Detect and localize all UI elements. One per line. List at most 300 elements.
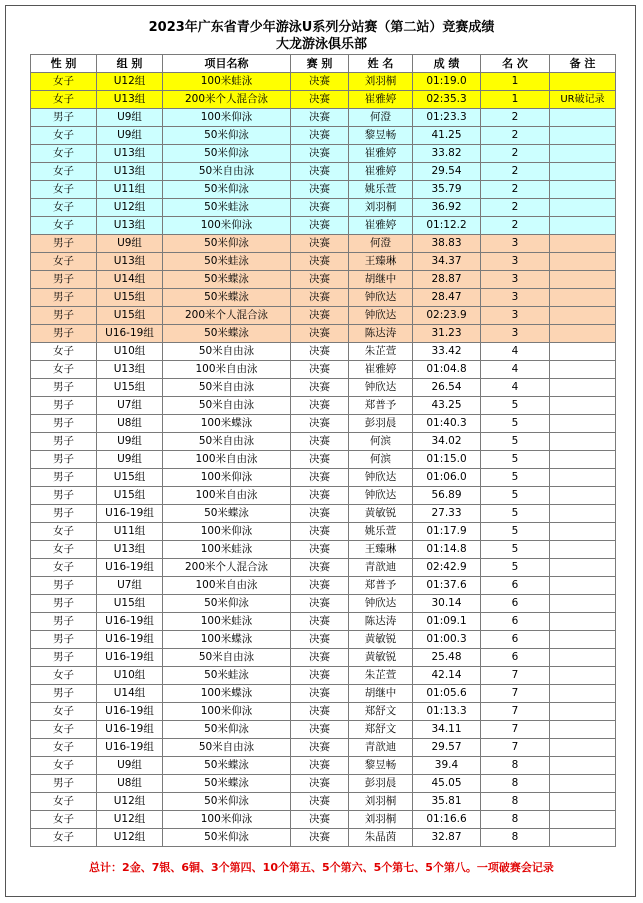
cell-gender: 女子 — [31, 163, 97, 181]
cell-group: U9组 — [97, 433, 163, 451]
cell-rank: 6 — [481, 595, 550, 613]
cell-event: 100米仰泳 — [163, 811, 291, 829]
table-row — [31, 253, 616, 271]
cell-gender: 男子 — [31, 379, 97, 397]
cell-round: 决赛 — [291, 595, 349, 613]
cell-name: 钟欣达 — [349, 469, 413, 487]
cell-rank: 6 — [481, 649, 550, 667]
cell-gender: 男子 — [31, 469, 97, 487]
table-row — [31, 451, 616, 469]
cell-rank: 2 — [481, 145, 550, 163]
table-row — [31, 667, 616, 685]
table-row — [31, 739, 616, 757]
cell-group: U16-19组 — [97, 505, 163, 523]
cell-group: U13组 — [97, 145, 163, 163]
cell-note: UR破记录 — [550, 91, 616, 109]
cell-note — [550, 145, 616, 163]
cell-round: 决赛 — [291, 541, 349, 559]
cell-note — [550, 397, 616, 415]
table-row — [31, 415, 616, 433]
cell-round: 决赛 — [291, 811, 349, 829]
table-row — [31, 73, 616, 91]
table-row — [31, 757, 616, 775]
cell-rank: 4 — [481, 343, 550, 361]
cell-group: U12组 — [97, 199, 163, 217]
cell-event: 50米自由泳 — [163, 739, 291, 757]
cell-name: 青歆迪 — [349, 559, 413, 577]
cell-note — [550, 289, 616, 307]
cell-note — [550, 451, 616, 469]
cell-name: 何滨 — [349, 451, 413, 469]
cell-result: 25.48 — [413, 649, 481, 667]
cell-name: 刘羽桐 — [349, 199, 413, 217]
cell-name: 何澄 — [349, 235, 413, 253]
cell-result: 35.79 — [413, 181, 481, 199]
cell-gender: 男子 — [31, 109, 97, 127]
cell-name: 陈达涛 — [349, 613, 413, 631]
cell-name: 彭羽晨 — [349, 415, 413, 433]
cell-gender: 男子 — [31, 649, 97, 667]
cell-name: 钟欣达 — [349, 487, 413, 505]
cell-gender: 男子 — [31, 271, 97, 289]
cell-rank: 2 — [481, 109, 550, 127]
table-row — [31, 163, 616, 181]
cell-rank: 2 — [481, 181, 550, 199]
cell-rank: 5 — [481, 415, 550, 433]
results-table — [30, 54, 616, 847]
cell-round: 决赛 — [291, 73, 349, 91]
cell-name: 郑普予 — [349, 397, 413, 415]
cell-round: 决赛 — [291, 469, 349, 487]
table-row — [31, 595, 616, 613]
cell-group: U16-19组 — [97, 631, 163, 649]
medal-summary: 总计：2金、7银、6铜、3个第四、10个第五、5个第六、5个第七、5个第八。一项破赛会记录 — [89, 861, 554, 874]
cell-rank: 3 — [481, 325, 550, 343]
cell-result: 01:13.3 — [413, 703, 481, 721]
cell-note — [550, 235, 616, 253]
cell-round: 决赛 — [291, 253, 349, 271]
cell-round: 决赛 — [291, 397, 349, 415]
cell-result: 34.02 — [413, 433, 481, 451]
header-group: 组 别 — [97, 55, 163, 73]
cell-rank: 2 — [481, 127, 550, 145]
cell-gender: 女子 — [31, 145, 97, 163]
cell-event: 100米蝶泳 — [163, 631, 291, 649]
table-row — [31, 235, 616, 253]
cell-gender: 女子 — [31, 217, 97, 235]
cell-group: U10组 — [97, 667, 163, 685]
cell-result: 35.81 — [413, 793, 481, 811]
cell-result: 32.87 — [413, 829, 481, 847]
cell-name: 刘羽桐 — [349, 793, 413, 811]
cell-note — [550, 577, 616, 595]
cell-group: U15组 — [97, 487, 163, 505]
table-row — [31, 523, 616, 541]
table-row — [31, 505, 616, 523]
cell-note — [550, 361, 616, 379]
table-row — [31, 361, 616, 379]
header-rank: 名 次 — [481, 55, 550, 73]
cell-group: U7组 — [97, 397, 163, 415]
cell-event: 50米仰泳 — [163, 145, 291, 163]
cell-group: U9组 — [97, 109, 163, 127]
cell-name: 郑普予 — [349, 577, 413, 595]
cell-name: 何滨 — [349, 433, 413, 451]
cell-group: U15组 — [97, 595, 163, 613]
cell-round: 决赛 — [291, 739, 349, 757]
cell-event: 50米蛙泳 — [163, 667, 291, 685]
cell-round: 决赛 — [291, 793, 349, 811]
cell-rank: 3 — [481, 307, 550, 325]
table-row — [31, 379, 616, 397]
cell-rank: 5 — [481, 469, 550, 487]
cell-result: 27.33 — [413, 505, 481, 523]
cell-name: 黄敏锐 — [349, 505, 413, 523]
cell-note — [550, 163, 616, 181]
cell-note — [550, 523, 616, 541]
cell-result: 01:16.6 — [413, 811, 481, 829]
cell-event: 50米自由泳 — [163, 649, 291, 667]
cell-group: U9组 — [97, 127, 163, 145]
cell-name: 黄敏锐 — [349, 649, 413, 667]
cell-round: 决赛 — [291, 559, 349, 577]
cell-gender: 女子 — [31, 667, 97, 685]
cell-note — [550, 109, 616, 127]
cell-round: 决赛 — [291, 91, 349, 109]
table-row — [31, 343, 616, 361]
cell-gender: 女子 — [31, 793, 97, 811]
table-row — [31, 613, 616, 631]
cell-rank: 6 — [481, 613, 550, 631]
cell-note — [550, 307, 616, 325]
cell-gender: 女子 — [31, 361, 97, 379]
cell-name: 黄敏锐 — [349, 631, 413, 649]
table-row — [31, 793, 616, 811]
cell-result: 01:17.9 — [413, 523, 481, 541]
table-row — [31, 829, 616, 847]
cell-result: 31.23 — [413, 325, 481, 343]
cell-result: 01:05.6 — [413, 685, 481, 703]
cell-rank: 2 — [481, 199, 550, 217]
cell-result: 28.87 — [413, 271, 481, 289]
cell-event: 50米蛙泳 — [163, 253, 291, 271]
cell-name: 青歆迪 — [349, 739, 413, 757]
cell-round: 决赛 — [291, 523, 349, 541]
cell-rank: 3 — [481, 253, 550, 271]
cell-event: 100米仰泳 — [163, 523, 291, 541]
cell-gender: 女子 — [31, 523, 97, 541]
cell-group: U16-19组 — [97, 721, 163, 739]
cell-event: 50米仰泳 — [163, 829, 291, 847]
cell-rank: 5 — [481, 541, 550, 559]
cell-result: 36.92 — [413, 199, 481, 217]
cell-gender: 男子 — [31, 307, 97, 325]
cell-name: 崔雅婷 — [349, 217, 413, 235]
cell-event: 50米蝶泳 — [163, 775, 291, 793]
cell-group: U13组 — [97, 253, 163, 271]
cell-event: 100米自由泳 — [163, 361, 291, 379]
cell-note — [550, 127, 616, 145]
table-body — [31, 73, 616, 847]
cell-rank: 7 — [481, 685, 550, 703]
cell-result: 33.82 — [413, 145, 481, 163]
cell-name: 钟欣达 — [349, 379, 413, 397]
cell-gender: 女子 — [31, 541, 97, 559]
cell-note — [550, 631, 616, 649]
cell-rank: 7 — [481, 667, 550, 685]
cell-round: 决赛 — [291, 289, 349, 307]
cell-rank: 8 — [481, 829, 550, 847]
table-row — [31, 487, 616, 505]
cell-gender: 男子 — [31, 325, 97, 343]
cell-gender: 女子 — [31, 757, 97, 775]
cell-note — [550, 595, 616, 613]
cell-group: U15组 — [97, 379, 163, 397]
cell-event: 50米蝶泳 — [163, 757, 291, 775]
cell-group: U12组 — [97, 73, 163, 91]
cell-gender: 女子 — [31, 559, 97, 577]
cell-result: 01:00.3 — [413, 631, 481, 649]
cell-name: 胡继中 — [349, 271, 413, 289]
cell-gender: 女子 — [31, 253, 97, 271]
cell-note — [550, 469, 616, 487]
cell-group: U15组 — [97, 307, 163, 325]
cell-result: 34.11 — [413, 721, 481, 739]
cell-name: 崔雅婷 — [349, 361, 413, 379]
cell-group: U12组 — [97, 811, 163, 829]
cell-event: 50米蝶泳 — [163, 505, 291, 523]
cell-group: U9组 — [97, 757, 163, 775]
cell-result: 34.37 — [413, 253, 481, 271]
cell-group: U13组 — [97, 217, 163, 235]
cell-rank: 3 — [481, 235, 550, 253]
table-row — [31, 181, 616, 199]
cell-result: 28.47 — [413, 289, 481, 307]
cell-name: 黎昱畅 — [349, 127, 413, 145]
cell-group: U13组 — [97, 541, 163, 559]
cell-group: U11组 — [97, 523, 163, 541]
table-row — [31, 145, 616, 163]
cell-event: 100米蝶泳 — [163, 415, 291, 433]
cell-event: 50米仰泳 — [163, 235, 291, 253]
table-row — [31, 109, 616, 127]
cell-name: 崔雅婷 — [349, 163, 413, 181]
cell-rank: 8 — [481, 793, 550, 811]
cell-rank: 1 — [481, 91, 550, 109]
cell-name: 刘羽桐 — [349, 73, 413, 91]
cell-rank: 7 — [481, 703, 550, 721]
cell-gender: 男子 — [31, 487, 97, 505]
cell-result: 56.89 — [413, 487, 481, 505]
cell-round: 决赛 — [291, 649, 349, 667]
cell-event: 50米自由泳 — [163, 343, 291, 361]
cell-name: 郑舒文 — [349, 721, 413, 739]
cell-name: 刘羽桐 — [349, 811, 413, 829]
cell-rank: 3 — [481, 271, 550, 289]
cell-note — [550, 739, 616, 757]
cell-result: 01:04.8 — [413, 361, 481, 379]
cell-result: 29.54 — [413, 163, 481, 181]
cell-note — [550, 685, 616, 703]
cell-gender: 女子 — [31, 721, 97, 739]
table-row — [31, 91, 616, 109]
cell-name: 钟欣达 — [349, 595, 413, 613]
cell-event: 50米蝶泳 — [163, 271, 291, 289]
cell-rank: 5 — [481, 433, 550, 451]
cell-result: 01:23.3 — [413, 109, 481, 127]
cell-rank: 8 — [481, 811, 550, 829]
table-row — [31, 199, 616, 217]
cell-note — [550, 793, 616, 811]
cell-group: U9组 — [97, 235, 163, 253]
table-row — [31, 811, 616, 829]
cell-event: 50米仰泳 — [163, 793, 291, 811]
cell-event: 50米自由泳 — [163, 433, 291, 451]
cell-event: 100米蛙泳 — [163, 541, 291, 559]
cell-note — [550, 829, 616, 847]
cell-result: 30.14 — [413, 595, 481, 613]
cell-name: 郑舒文 — [349, 703, 413, 721]
header-name: 姓 名 — [349, 55, 413, 73]
cell-note — [550, 775, 616, 793]
cell-name: 姚乐萱 — [349, 181, 413, 199]
cell-rank: 3 — [481, 289, 550, 307]
cell-event: 50米仰泳 — [163, 595, 291, 613]
cell-event: 100米蛙泳 — [163, 73, 291, 91]
header-note: 备 注 — [550, 55, 616, 73]
cell-round: 决赛 — [291, 109, 349, 127]
cell-result: 26.54 — [413, 379, 481, 397]
cell-round: 决赛 — [291, 433, 349, 451]
cell-result: 01:37.6 — [413, 577, 481, 595]
cell-round: 决赛 — [291, 307, 349, 325]
cell-group: U12组 — [97, 829, 163, 847]
cell-event: 200米个人混合泳 — [163, 91, 291, 109]
table-row — [31, 631, 616, 649]
cell-event: 50米蝶泳 — [163, 289, 291, 307]
table-row — [31, 685, 616, 703]
cell-group: U13组 — [97, 163, 163, 181]
cell-round: 决赛 — [291, 757, 349, 775]
cell-group: U15组 — [97, 289, 163, 307]
cell-note — [550, 721, 616, 739]
cell-rank: 8 — [481, 757, 550, 775]
cell-rank: 5 — [481, 397, 550, 415]
cell-result: 39.4 — [413, 757, 481, 775]
cell-note — [550, 505, 616, 523]
cell-gender: 男子 — [31, 613, 97, 631]
cell-name: 王臻琳 — [349, 253, 413, 271]
cell-result: 29.57 — [413, 739, 481, 757]
cell-gender: 男子 — [31, 775, 97, 793]
cell-gender: 男子 — [31, 415, 97, 433]
cell-rank: 7 — [481, 739, 550, 757]
cell-gender: 男子 — [31, 595, 97, 613]
header-result: 成 绩 — [413, 55, 481, 73]
cell-round: 决赛 — [291, 181, 349, 199]
table-row — [31, 649, 616, 667]
cell-rank: 2 — [481, 217, 550, 235]
cell-result: 38.83 — [413, 235, 481, 253]
cell-result: 01:40.3 — [413, 415, 481, 433]
cell-round: 决赛 — [291, 361, 349, 379]
cell-gender: 女子 — [31, 811, 97, 829]
header-event: 项目名称 — [163, 55, 291, 73]
cell-rank: 4 — [481, 361, 550, 379]
cell-event: 100米仰泳 — [163, 109, 291, 127]
cell-result: 45.05 — [413, 775, 481, 793]
table-row — [31, 325, 616, 343]
cell-name: 胡继中 — [349, 685, 413, 703]
cell-note — [550, 559, 616, 577]
cell-gender: 女子 — [31, 343, 97, 361]
cell-rank: 6 — [481, 631, 550, 649]
cell-result: 02:42.9 — [413, 559, 481, 577]
cell-result: 01:19.0 — [413, 73, 481, 91]
cell-event: 50米蛙泳 — [163, 199, 291, 217]
cell-round: 决赛 — [291, 451, 349, 469]
cell-event: 50米自由泳 — [163, 397, 291, 415]
cell-note — [550, 217, 616, 235]
cell-rank: 5 — [481, 559, 550, 577]
cell-name: 姚乐萱 — [349, 523, 413, 541]
cell-group: U16-19组 — [97, 703, 163, 721]
cell-note — [550, 649, 616, 667]
cell-name: 崔雅婷 — [349, 91, 413, 109]
cell-group: U8组 — [97, 775, 163, 793]
table-row — [31, 775, 616, 793]
cell-rank: 6 — [481, 577, 550, 595]
cell-event: 50米仰泳 — [163, 127, 291, 145]
cell-gender: 女子 — [31, 91, 97, 109]
cell-gender: 男子 — [31, 433, 97, 451]
cell-group: U13组 — [97, 91, 163, 109]
cell-note — [550, 541, 616, 559]
cell-gender: 女子 — [31, 703, 97, 721]
cell-gender: 男子 — [31, 451, 97, 469]
cell-group: U16-19组 — [97, 613, 163, 631]
cell-round: 决赛 — [291, 775, 349, 793]
cell-round: 决赛 — [291, 145, 349, 163]
cell-round: 决赛 — [291, 487, 349, 505]
cell-gender: 女子 — [31, 199, 97, 217]
cell-name: 陈达涛 — [349, 325, 413, 343]
cell-round: 决赛 — [291, 577, 349, 595]
cell-event: 100米自由泳 — [163, 487, 291, 505]
cell-gender: 男子 — [31, 631, 97, 649]
cell-event: 100米蛙泳 — [163, 613, 291, 631]
cell-note — [550, 613, 616, 631]
table-row — [31, 541, 616, 559]
table-row — [31, 433, 616, 451]
cell-result: 41.25 — [413, 127, 481, 145]
cell-gender: 女子 — [31, 127, 97, 145]
table-header-row — [31, 55, 616, 73]
cell-note — [550, 181, 616, 199]
cell-event: 100米仰泳 — [163, 703, 291, 721]
cell-group: U16-19组 — [97, 325, 163, 343]
table-row — [31, 271, 616, 289]
table-row — [31, 703, 616, 721]
cell-note — [550, 343, 616, 361]
cell-round: 决赛 — [291, 631, 349, 649]
table-row — [31, 721, 616, 739]
cell-result: 43.25 — [413, 397, 481, 415]
cell-event: 200米个人混合泳 — [163, 307, 291, 325]
table-row — [31, 577, 616, 595]
cell-event: 100米自由泳 — [163, 577, 291, 595]
cell-note — [550, 199, 616, 217]
